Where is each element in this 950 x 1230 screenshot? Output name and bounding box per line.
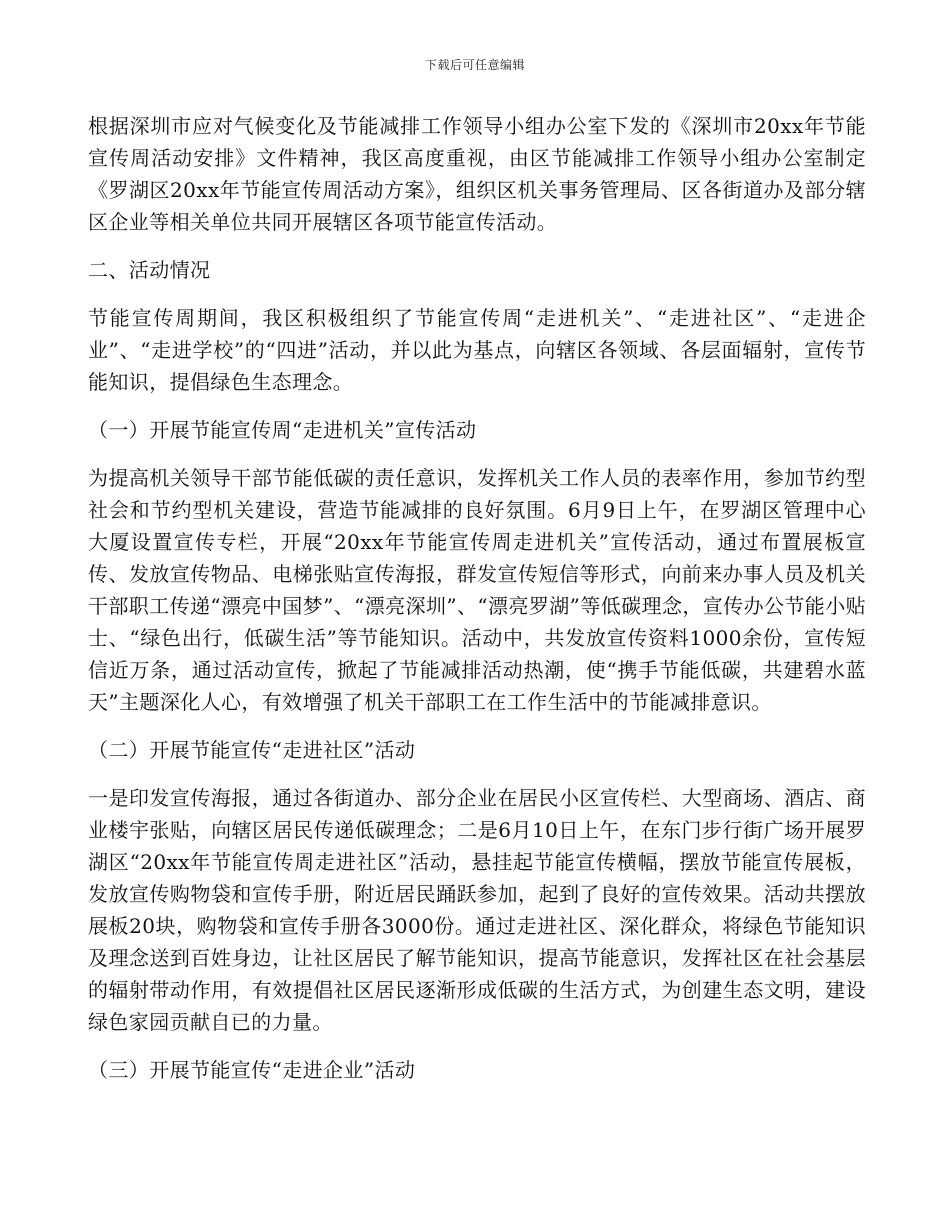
subheading-enterprise: （三）开展节能宣传“走进企业”活动 (88, 1058, 416, 1082)
paragraph-intro: 根据深圳市应对气候变化及节能减排工作领导小组办公室下发的《深圳市20xx年节能宣传周活动安排》文件精神，我区高度重视，由区节能减排工作领导小组办公室制定《罗湖区20xx年节能宣传周活动方案》，组织区机关事务管理局、区各街道办及部分辖区企业等相关单位共同开展辖区各项节能宣传活动。 (88, 114, 866, 234)
document-body (88, 110, 866, 1102)
page-header: 下载后可任意编辑 (424, 58, 525, 72)
subheading-agencies: （一）开展节能宣传周“走进机关”宣传活动 (88, 418, 477, 442)
section-heading-activity: 二、活动情况 (88, 258, 211, 282)
paragraph-activity-overview: 节能宣传周期间，我区积极组织了节能宣传周“走进机关”、“走进社区”、“走进企业”、“走进学校”的“四进”活动，并以此为基点，向辖区各领域、各层面辐射，宣传节能知识，提倡绿色生态理念。 (88, 306, 866, 394)
subheading-community: （二）开展节能宣传“走进社区”活动 (88, 738, 416, 762)
paragraph-community: 一是印发宣传海报，通过各街道办、部分企业在居民小区宣传栏、大型商场、酒店、商业楼宇张贴，向辖区居民传递低碳理念；二是6月10日上午，在东门步行街广场开展罗湖区“20xx年节能宣传周走进社区”活动，悬挂起节能宣传横幅，摆放节能宣传展板，发放宣传购物袋和宣传手册，附近居民踊跃参加，起到了良好的宣传效果。活动共摆放展板20块，购物袋和宣传手册各3000份。通过走进社区、深化群众，将绿色节能知识及理念送到百姓身边，让社区居民了解节能知识，提高节能意识，发挥社区在社会基层的辐射带动作用，有效提倡社区居民逐渐形成低碳的生活方式，为创建生态文明，建设绿色家园贡献自已的力量。 (88, 786, 866, 1034)
paragraph-agencies: 为提高机关领导干部节能低碳的责任意识，发挥机关工作人员的表率作用，参加节约型社会和节约型机关建设，营造节能减排的良好氛围。6月9日上午，在罗湖区管理中心大厦设置宣传专栏，开展“20xx年节能宣传周走进机关”宣传活动，通过布置展板宣传、发放宣传物品、电梯张贴宣传海报，群发宣传短信等形式，向前来办事人员及机关干部职工传递“漂亮中国梦”、“漂亮深圳”、“漂亮罗湖”等低碳理念，宣传办公节能小贴士、“绿色出行，低碳生活”等节能知识。活动中，共发放宣传资料1000余份，宣传短信近万条，通过活动宣传，掀起了节能减排活动热潮，使“携手节能低碳，共建碧水蓝天”主题深化人心，有效增强了机关干部职工在工作生活中的节能减排意识。 (88, 466, 866, 714)
